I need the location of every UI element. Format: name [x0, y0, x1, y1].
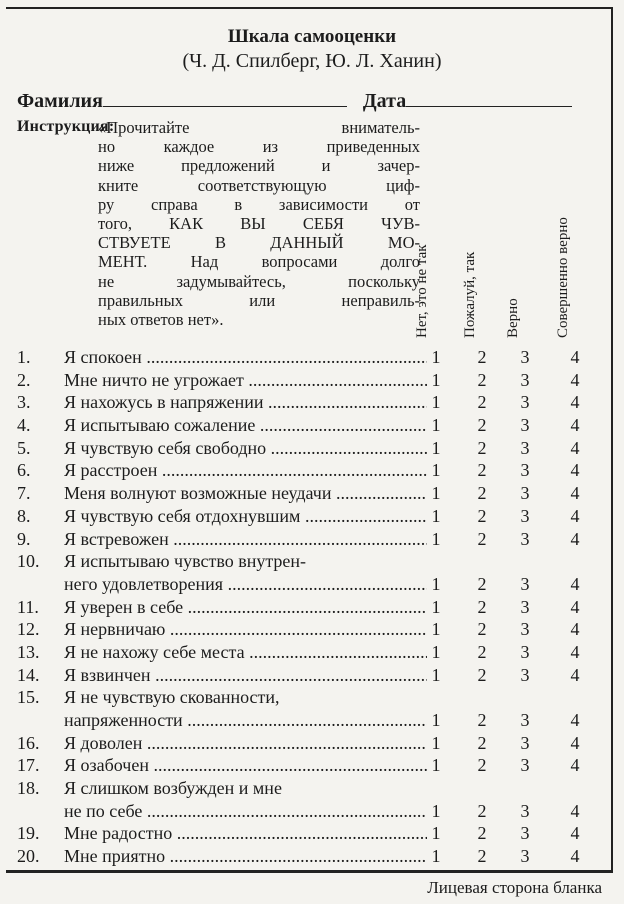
instruction-line: не задумывайтесь, поскольку	[98, 271, 420, 291]
instruction-label: Инструкция:	[17, 118, 115, 135]
statement-text: Я уверен в себе .....	[64, 596, 427, 619]
statement-number: 10.	[17, 551, 40, 572]
statement-text: Я взвинчен .....	[64, 664, 427, 687]
score-option-3[interactable]: 3	[520, 528, 530, 549]
score-option-4[interactable]: 4	[570, 641, 580, 662]
statement-row	[17, 845, 597, 868]
score-option-1[interactable]: 1	[431, 392, 441, 413]
instruction-line: ных ответов нет».	[98, 310, 224, 330]
score-option-1[interactable]: 1	[431, 505, 441, 526]
form-authors: (Ч. Д. Спилберг, Ю. Л. Ханин)	[182, 50, 442, 72]
statement-row	[17, 686, 597, 709]
score-option-3[interactable]: 3	[520, 823, 530, 844]
statement-number: 17.	[17, 755, 40, 776]
score-option-3[interactable]: 3	[520, 347, 530, 367]
statement-number: 15.	[17, 687, 40, 708]
score-option-4[interactable]: 4	[570, 800, 580, 821]
score-option-4[interactable]: 4	[570, 664, 580, 685]
statement-row	[17, 664, 597, 687]
statement-number: 6.	[17, 460, 31, 481]
score-option-2[interactable]: 2	[477, 528, 487, 549]
statement-text: Мне приятно .....	[64, 845, 427, 868]
statement-text: не по себе .....	[64, 800, 427, 823]
statement-row	[17, 528, 597, 551]
score-option-1[interactable]: 1	[431, 347, 441, 367]
score-option-1[interactable]: 1	[431, 619, 441, 640]
statement-row	[17, 391, 597, 414]
statement-text: Я доволен .....	[64, 732, 427, 755]
statement-row	[17, 437, 597, 460]
score-option-4[interactable]: 4	[570, 596, 580, 617]
instruction-text	[98, 118, 420, 329]
statement-row	[17, 346, 597, 369]
score-option-3[interactable]: 3	[520, 483, 530, 504]
column-header-3: Верно	[505, 298, 521, 338]
score-option-1[interactable]: 1	[431, 483, 441, 504]
statement-row	[17, 369, 597, 392]
statement-text: Я расстроен .....	[64, 459, 427, 482]
score-option-3[interactable]: 3	[520, 800, 530, 821]
score-option-2[interactable]: 2	[477, 710, 487, 730]
score-option-1[interactable]: 1	[431, 437, 441, 458]
statement-row	[17, 482, 597, 505]
score-option-2[interactable]: 2	[477, 619, 487, 640]
score-option-4[interactable]: 4	[570, 505, 580, 526]
score-option-1[interactable]: 1	[431, 846, 441, 867]
instruction-line: правильных или неправиль-	[98, 290, 420, 310]
score-option-3[interactable]: 3	[520, 415, 530, 436]
score-option-1[interactable]: 1	[431, 641, 441, 662]
score-option-3[interactable]: 3	[520, 641, 530, 662]
score-option-2[interactable]: 2	[477, 732, 487, 753]
column-header-4: Совершенно верно	[555, 217, 571, 338]
score-option-2[interactable]: 2	[477, 460, 487, 481]
score-option-3[interactable]: 3	[520, 846, 530, 867]
score-option-3[interactable]: 3	[520, 369, 530, 390]
statement-row	[17, 822, 597, 845]
score-option-1[interactable]: 1	[431, 755, 441, 776]
statement-text: Я озабочен .....	[64, 754, 427, 777]
statement-number: 19.	[17, 823, 40, 844]
statement-text: Я нервничаю .....	[64, 618, 427, 641]
statement-text: Меня волнуют возможные неудачи .....	[64, 482, 427, 505]
statement-text: него удовлетворения .....	[64, 573, 427, 596]
score-option-1[interactable]: 1	[431, 573, 441, 594]
score-option-4[interactable]: 4	[570, 437, 580, 458]
score-option-4[interactable]: 4	[570, 483, 580, 504]
score-option-1[interactable]: 1	[431, 823, 441, 844]
statement-number: 2.	[17, 369, 31, 390]
score-option-2[interactable]: 2	[477, 755, 487, 776]
statement-number: 18.	[17, 778, 40, 799]
instruction-line: кните соответствующую циф-	[98, 175, 420, 195]
score-option-4[interactable]: 4	[570, 710, 580, 730]
statement-number: 20.	[17, 846, 40, 867]
score-option-4[interactable]: 4	[570, 846, 580, 867]
statement-number: 9.	[17, 528, 31, 549]
score-option-2[interactable]: 2	[477, 641, 487, 662]
surname-field[interactable]	[103, 88, 347, 107]
statement-number: 7.	[17, 483, 31, 504]
surname-label: Фамилия	[17, 90, 103, 112]
score-option-2[interactable]: 2	[477, 800, 487, 821]
score-option-2[interactable]: 2	[477, 483, 487, 504]
statement-row	[17, 754, 597, 777]
statement-row	[17, 800, 597, 823]
score-option-1[interactable]: 1	[431, 710, 441, 730]
statement-row	[17, 777, 597, 800]
score-option-4[interactable]: 4	[570, 619, 580, 640]
instruction-line: ниже предложений и зачер-	[98, 156, 420, 176]
statement-text: Я нахожусь в напряжении .....	[64, 391, 427, 414]
statement-list	[17, 346, 597, 868]
statement-text: Я чувствую себя отдохнувшим .....	[64, 505, 427, 528]
score-option-4[interactable]: 4	[570, 392, 580, 413]
score-option-1[interactable]: 1	[431, 460, 441, 481]
instruction-line: «Прочитайте вниматель-	[98, 118, 420, 137]
statement-number: 3.	[17, 392, 31, 413]
score-option-2[interactable]: 2	[477, 573, 487, 594]
statement-number: 4.	[17, 415, 31, 436]
score-option-2[interactable]: 2	[477, 392, 487, 413]
score-option-4[interactable]: 4	[570, 732, 580, 753]
score-option-3[interactable]: 3	[520, 437, 530, 458]
statement-number: 13.	[17, 641, 40, 662]
instruction-line: ру справа в зависимости от	[98, 194, 420, 214]
form-title: Шкала самооценки	[227, 26, 397, 47]
score-option-2[interactable]: 2	[477, 347, 487, 367]
score-option-3[interactable]: 3	[520, 755, 530, 776]
statement-number: 8.	[17, 505, 31, 526]
column-header-1: Нет, это не так	[414, 244, 430, 338]
score-option-2[interactable]: 2	[477, 846, 487, 867]
score-option-2[interactable]: 2	[477, 505, 487, 526]
statement-text: Я испытываю чувство внутрен-	[64, 551, 307, 572]
score-option-2[interactable]: 2	[477, 823, 487, 844]
score-option-2[interactable]: 2	[477, 415, 487, 436]
score-option-1[interactable]: 1	[431, 732, 441, 753]
score-option-1[interactable]: 1	[431, 415, 441, 436]
statement-text: Я спокоен .....	[64, 346, 427, 369]
statement-row	[17, 505, 597, 528]
instruction-line: СТВУЕТЕ В ДАННЫЙ МО-	[98, 233, 420, 253]
statement-text: напряженности .....	[64, 709, 427, 732]
score-option-4[interactable]: 4	[570, 369, 580, 390]
score-option-4[interactable]: 4	[570, 823, 580, 844]
score-option-1[interactable]: 1	[431, 528, 441, 549]
statement-number: 14.	[17, 664, 40, 685]
statement-text: Я не нахожу себе места .....	[64, 641, 427, 664]
statement-number: 1.	[17, 347, 31, 367]
score-option-3[interactable]: 3	[520, 573, 530, 594]
instruction-line: того, КАК ВЫ СЕБЯ ЧУВ-	[98, 214, 420, 234]
score-option-3[interactable]: 3	[520, 392, 530, 413]
score-option-3[interactable]: 3	[520, 596, 530, 617]
statement-number: 5.	[17, 437, 31, 458]
score-option-4[interactable]: 4	[570, 460, 580, 481]
score-option-2[interactable]: 2	[477, 369, 487, 390]
statement-text: Я испытываю сожаление .....	[64, 414, 427, 437]
score-option-3[interactable]: 3	[520, 732, 530, 753]
statement-row	[17, 459, 597, 482]
score-option-4[interactable]: 4	[570, 573, 580, 594]
instruction-line: МЕНТ. Над вопросами долго	[98, 252, 420, 272]
statement-row	[17, 550, 597, 573]
column-header-2: Пожалуй, так	[462, 251, 478, 338]
score-option-4[interactable]: 4	[570, 528, 580, 549]
score-option-3[interactable]: 3	[520, 460, 530, 481]
form-side-caption: Лицевая сторона бланка	[427, 878, 602, 897]
statement-row	[17, 618, 597, 641]
score-option-2[interactable]: 2	[477, 437, 487, 458]
date-field[interactable]	[406, 88, 572, 107]
statement-number: 11.	[17, 596, 39, 617]
date-label: Дата	[362, 90, 407, 112]
statement-text: Я не чувствую скованности,	[64, 687, 280, 708]
score-option-2[interactable]: 2	[477, 664, 487, 685]
statement-row	[17, 596, 597, 619]
statement-row	[17, 641, 597, 664]
score-option-4[interactable]: 4	[570, 755, 580, 776]
score-option-1[interactable]: 1	[431, 596, 441, 617]
statement-row	[17, 573, 597, 596]
score-option-3[interactable]: 3	[520, 505, 530, 526]
statement-row	[17, 414, 597, 437]
statement-text: Я слишком возбужден и мне	[64, 778, 282, 799]
score-option-1[interactable]: 1	[431, 800, 441, 821]
name-date-fields	[17, 88, 572, 113]
statement-text: Я чувствую себя свободно .....	[64, 437, 427, 460]
statement-number: 16.	[17, 732, 40, 753]
statement-text: Мне ничто не угрожает .....	[64, 369, 427, 392]
score-option-1[interactable]: 1	[431, 369, 441, 390]
score-option-3[interactable]: 3	[520, 619, 530, 640]
instruction-line: но каждое из приведенных	[98, 137, 420, 157]
statement-text: Мне радостно .....	[64, 822, 427, 845]
statement-row	[17, 709, 597, 732]
score-option-1[interactable]: 1	[431, 664, 441, 685]
score-option-3[interactable]: 3	[520, 664, 530, 685]
score-option-3[interactable]: 3	[520, 710, 530, 730]
statement-number: 12.	[17, 619, 40, 640]
statement-text: Я встревожен .....	[64, 528, 427, 551]
score-option-4[interactable]: 4	[570, 415, 580, 436]
score-option-2[interactable]: 2	[477, 596, 487, 617]
statement-row	[17, 732, 597, 755]
score-option-4[interactable]: 4	[570, 347, 580, 367]
